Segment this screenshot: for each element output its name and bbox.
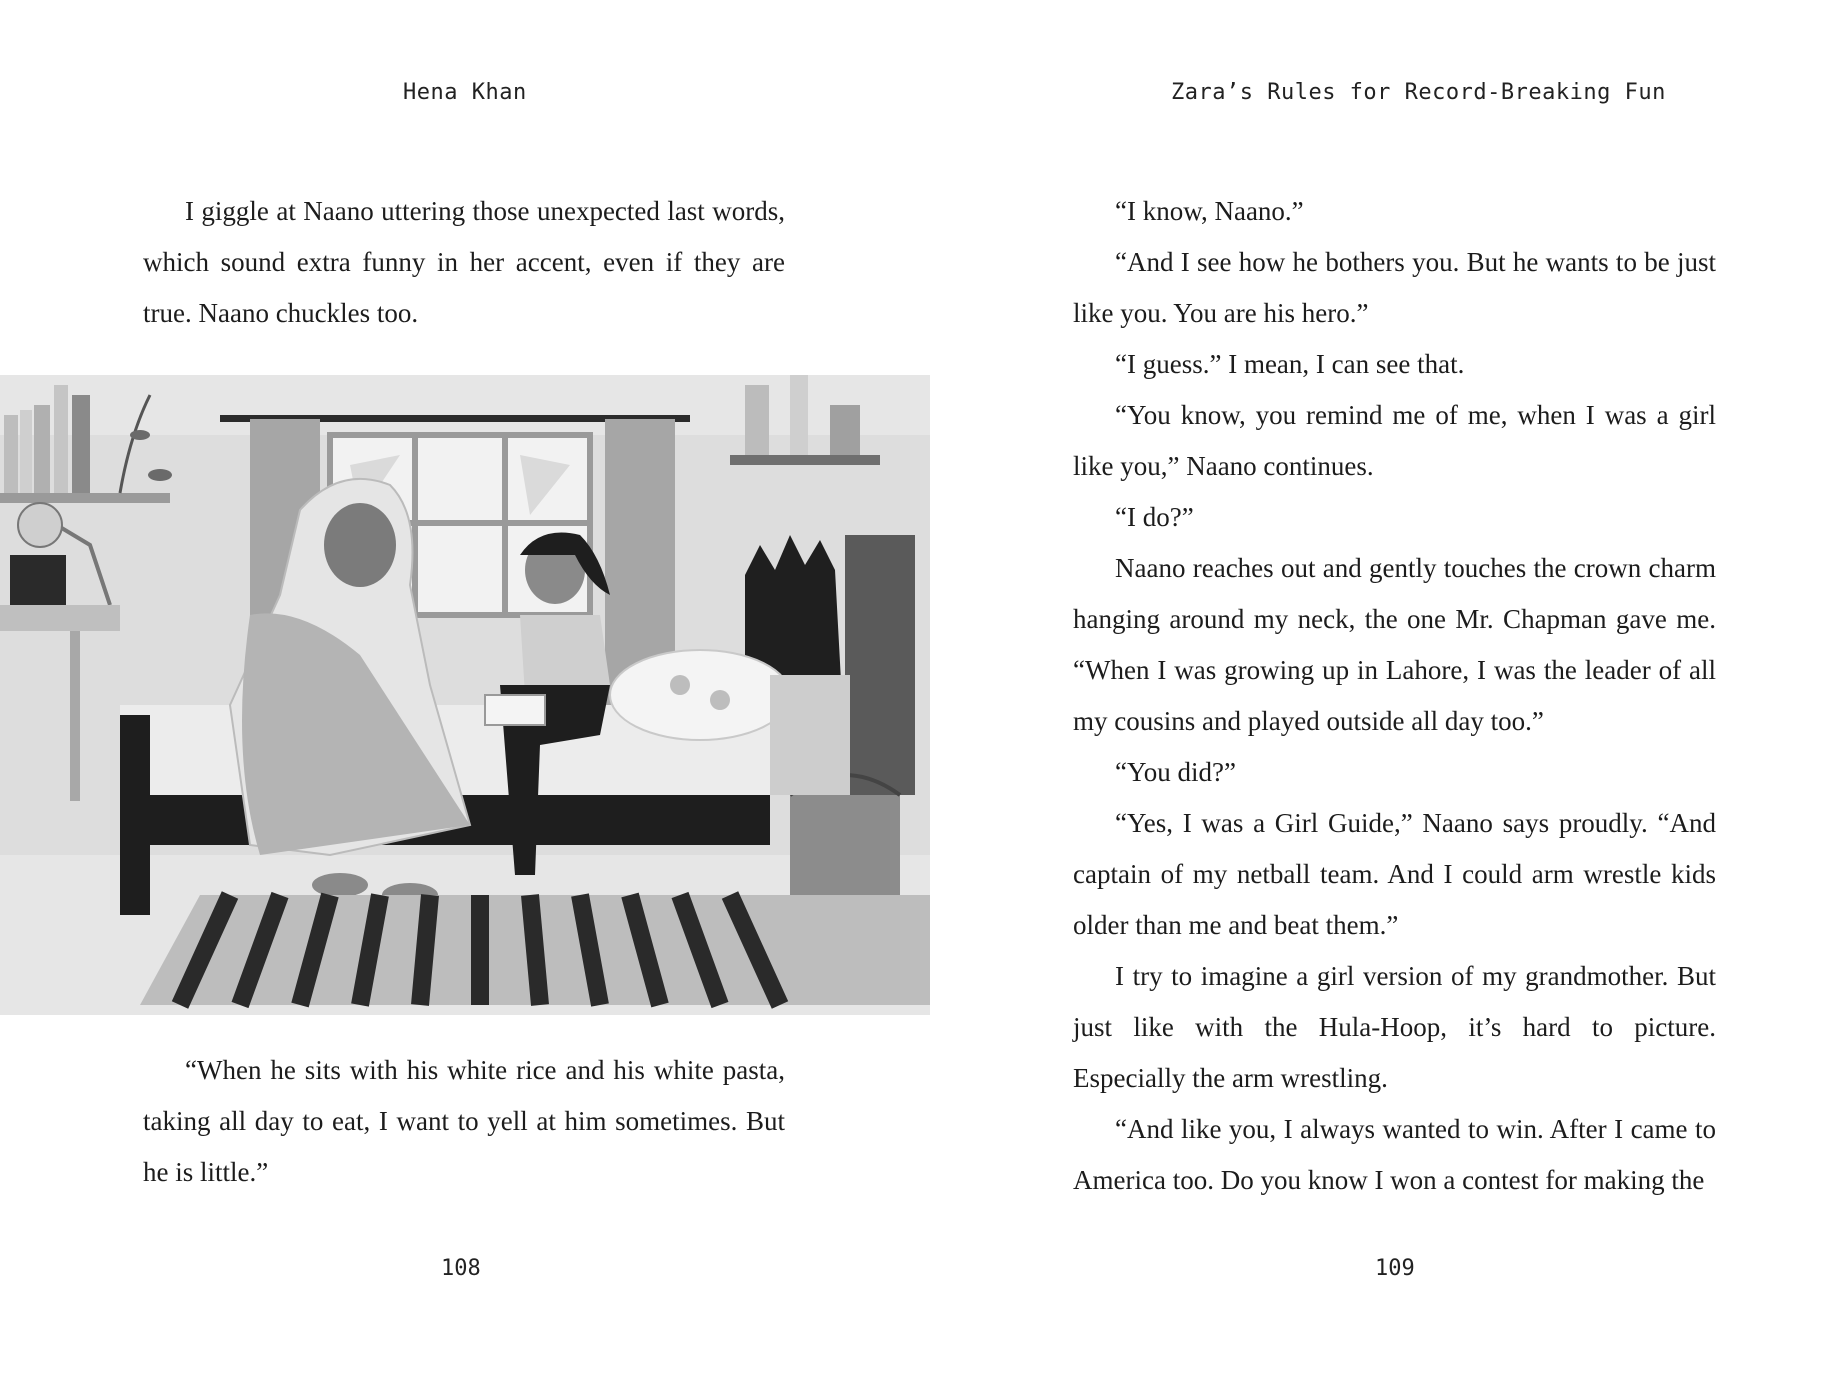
paragraph: “I guess.” I mean, I can see that. bbox=[1115, 349, 1465, 379]
page-number-left: 108 bbox=[441, 1256, 481, 1281]
right-page bbox=[924, 0, 1848, 1395]
paragraph: “I know, Naano.” bbox=[1115, 196, 1304, 226]
paragraph: I giggle at Naano uttering those unexpected last words, which sound extra funny in her accent, even if they are true. Naano chuckles too. bbox=[143, 196, 785, 328]
paragraph: “You know, you remind me of me, when I was a girl like you,” Naano continues. bbox=[1073, 400, 1716, 481]
paragraph: “When he sits with his white rice and his white pasta, taking all day to eat, I want to yell at him sometimes. But he is little.” bbox=[143, 1055, 785, 1187]
paragraph: “You did?” bbox=[1115, 757, 1236, 787]
paragraph: “And I see how he bothers you. But he wants to be just like you. You are his hero.” bbox=[1073, 247, 1716, 328]
illustration-naano-and-zara bbox=[0, 355, 930, 1030]
paragraph: “And like you, I always wanted to win. After I came to America too. Do you know I won a contest for making the bbox=[1073, 1114, 1716, 1195]
paragraph: I try to imagine a girl version of my grandmother. But just like with the Hula-Hoop, it’s hard to picture. Especially the arm wrestling. bbox=[1073, 961, 1716, 1093]
striped-rug bbox=[140, 895, 930, 1005]
text-block-right bbox=[1073, 186, 1716, 1206]
page-number-right: 109 bbox=[1375, 1256, 1415, 1281]
running-head-title: Zara’s Rules for Record-Breaking Fun bbox=[1171, 80, 1666, 105]
paragraph: Naano reaches out and gently touches the crown charm hanging around my neck, the one Mr. Chapman gave me. “When I was growing up in Lahore, I was the leader of all my cousins and played outside all day too.” bbox=[1073, 553, 1716, 736]
paragraph: “I do?” bbox=[1115, 502, 1194, 532]
text-block-top bbox=[143, 186, 785, 339]
running-head-author: Hena Khan bbox=[403, 80, 527, 105]
paragraph: “Yes, I was a Girl Guide,” Naano says proudly. “And captain of my netball team. And I could arm wrestle kids older than me and beat them.” bbox=[1073, 808, 1716, 940]
text-block-bottom bbox=[143, 1045, 785, 1198]
